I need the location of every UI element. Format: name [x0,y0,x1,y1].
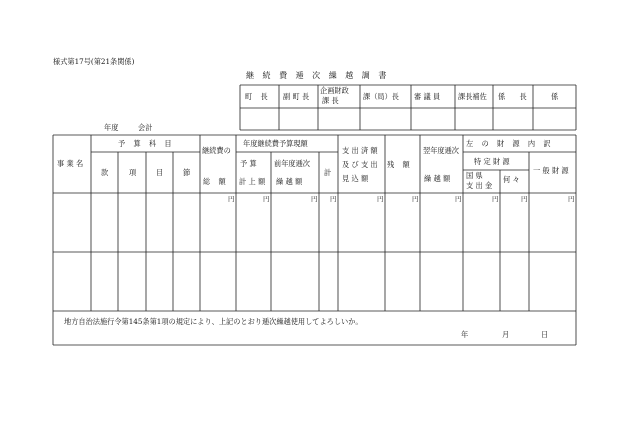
unit-balance: 円 [412,195,419,203]
sum-header: 計 [324,168,332,177]
date-day: 日 [541,330,549,339]
balance-header: 残 額 [387,160,413,169]
unit-prev-carryover: 円 [311,195,318,203]
kan-header: 款 [101,168,109,177]
approval-cell-bureau-chief: 課（局）長 [363,92,399,101]
approval-cell-deputy-mayor: 副 町 長 [283,92,310,101]
total-amount-header-line1: 継続費の [202,146,231,155]
date-month: 月 [502,330,510,339]
expenditure-header-line1: 支 出 済 額 [342,146,378,155]
date-year: 年 [461,330,469,339]
unit-total: 円 [228,195,235,203]
next-carryover-header-line1: 翌年度逓次 [423,146,459,155]
unit-expenditure: 円 [377,195,384,203]
document-title: 継 続 費 逓 次 繰 越 調 書 [246,71,390,80]
project-name-header: 事 業 名 [57,159,84,168]
prev-carryover-header-line1: 前年度逓次 [274,159,310,168]
unit-national: 円 [492,195,499,203]
setsu-header: 節 [183,168,191,177]
national-prefectural-header-line1: 国 県 [466,171,483,180]
approval-cell-mayor: 町 長 [245,92,271,101]
moku-header: 目 [156,168,164,177]
budget-amount-header-line2: 計 上 額 [239,177,266,186]
approval-statement: 地方自治法施行令第145条第1項の規定により、上記のとおり逓次繰越使用してよろしいか。 [64,317,363,326]
budget-amount-header-line1: 予 算 [240,159,257,168]
approval-cell-planning-finance: 企画財政 [320,86,349,95]
expenditure-header-line3: 見 込 額 [342,174,369,183]
approval-cell-staff: 係 [551,92,559,101]
national-prefectural-header-line2: 支 出 金 [466,181,493,190]
unit-misc: 円 [521,195,528,203]
budget-subject-header: 予 算 科 目 [118,139,175,148]
form-number: 様式第17号(第21条関係) [53,57,135,66]
unit-next-carryover: 円 [455,195,462,203]
unit-sum: 円 [330,195,337,203]
approval-cell-section-chief: 課 長 [322,96,339,105]
specific-sources-header: 特 定 財 源 [474,157,510,166]
unit-general: 円 [568,195,575,203]
general-sources-header: 一 般 財 源 [533,166,569,175]
misc-sources-header: 何 々 [503,175,520,184]
expenditure-header-line2: 及 び 支 出 [342,160,378,169]
approval-cell-unit-chief: 係 長 [498,92,533,101]
fiscal-year-label: 年度 [104,123,119,132]
approval-cell-deputy-chief: 課長補佐 [458,92,487,101]
account-label: 会計 [138,123,153,132]
current-year-budget-header: 年度継続費予算現額 [243,139,308,148]
approval-cell-councilor: 審 議 員 [414,92,441,101]
prev-carryover-header-line2: 繰 越 額 [276,177,303,186]
funding-breakdown-header: 左 の 財 源 内 訳 [466,139,554,148]
kou-header: 項 [129,168,137,177]
unit-budget: 円 [263,195,270,203]
total-amount-header-line2: 総 額 [203,177,229,186]
next-carryover-header-line2: 繰 越 額 [424,174,451,183]
